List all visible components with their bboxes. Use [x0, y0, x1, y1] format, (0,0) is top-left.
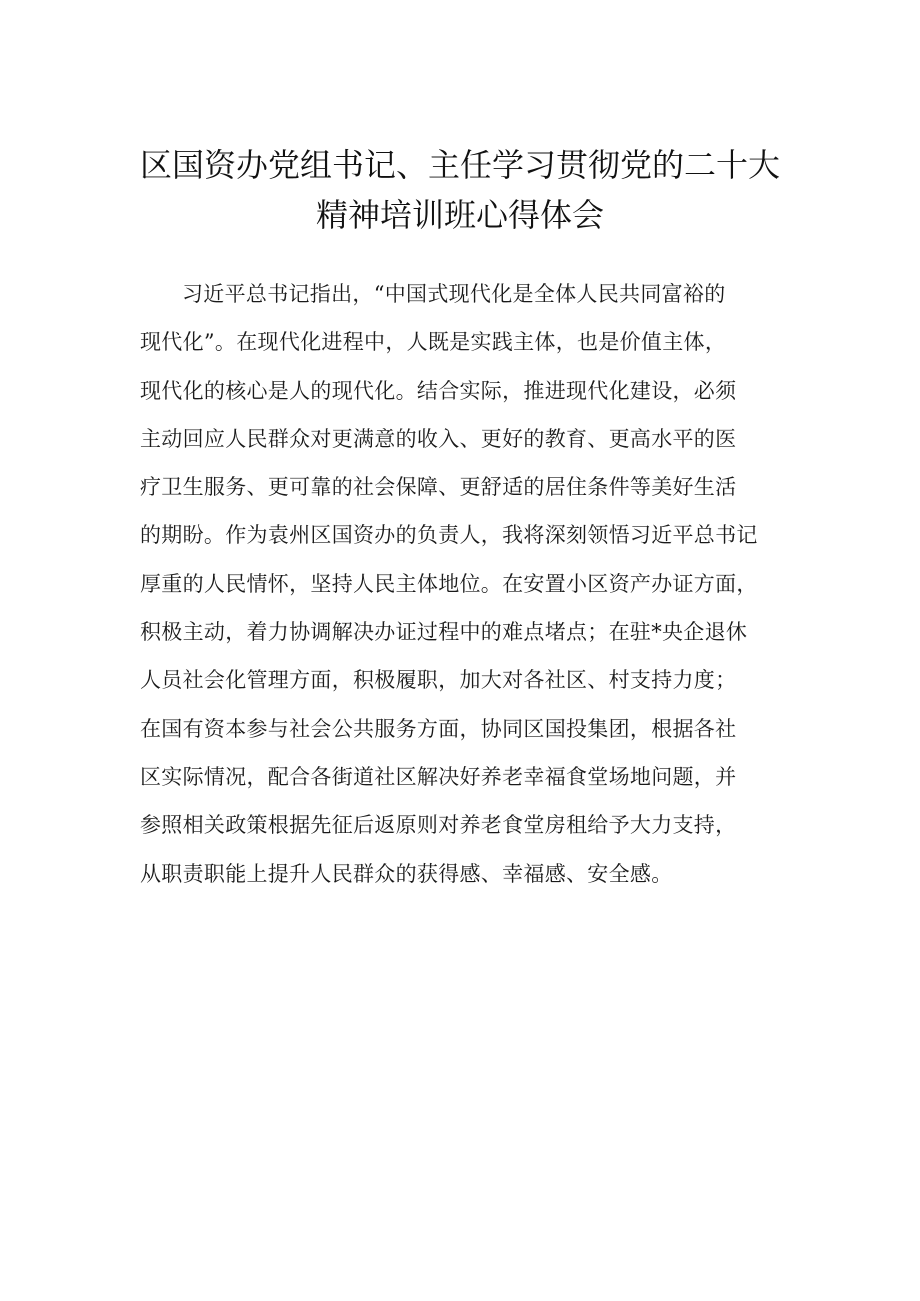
body-line: 区实际情况，配合各街道社区解决好养老幸福食堂场地问题，并	[140, 764, 737, 789]
body-line: 从职责职能上提升人民群众的获得感、幸福感、安全感。	[140, 861, 673, 886]
title-line-2: 精神培训班心得体会	[315, 196, 604, 234]
body-line: 人员社会化管理方面，积极履职，加大对各社区、村支持力度；	[140, 668, 737, 693]
body-line: 在国有资本参与社会公共服务方面，协同区国投集团，根据各社	[140, 716, 737, 741]
document-title	[110, 140, 810, 240]
body-line: 现代化”。在现代化进程中，人既是实践主体，也是价值主体，	[140, 330, 727, 355]
body-line: 参照相关政策根据先征后返原则对养老食堂房租给予大力支持，	[140, 813, 737, 838]
body-paragraph	[140, 270, 780, 898]
body-line: 疗卫生服务、更可靠的社会保障、更舒适的居住条件等美好生活	[140, 475, 737, 500]
title-line-1: 区国资办党组书记、主任学习贯彻党的二十大	[139, 146, 780, 184]
body-line: 主动回应人民群众对更满意的收入、更好的教育、更高水平的医	[140, 426, 737, 451]
body-line: 的期盼。作为袁州区国资办的负责人，我将深刻领悟习近平总书记	[140, 523, 758, 548]
body-line: 习近平总书记指出，“中国式现代化是全体人民共同富裕的	[182, 282, 726, 306]
body-line: 厚重的人民情怀，坚持人民主体地位。在安置小区资产办证方面，	[140, 571, 758, 596]
body-line: 现代化的核心是人的现代化。结合实际，推进现代化建设，必须	[140, 378, 737, 403]
body-line: 积极主动，着力协调解决办证过程中的难点堵点；在驻*央企退休	[140, 620, 748, 645]
